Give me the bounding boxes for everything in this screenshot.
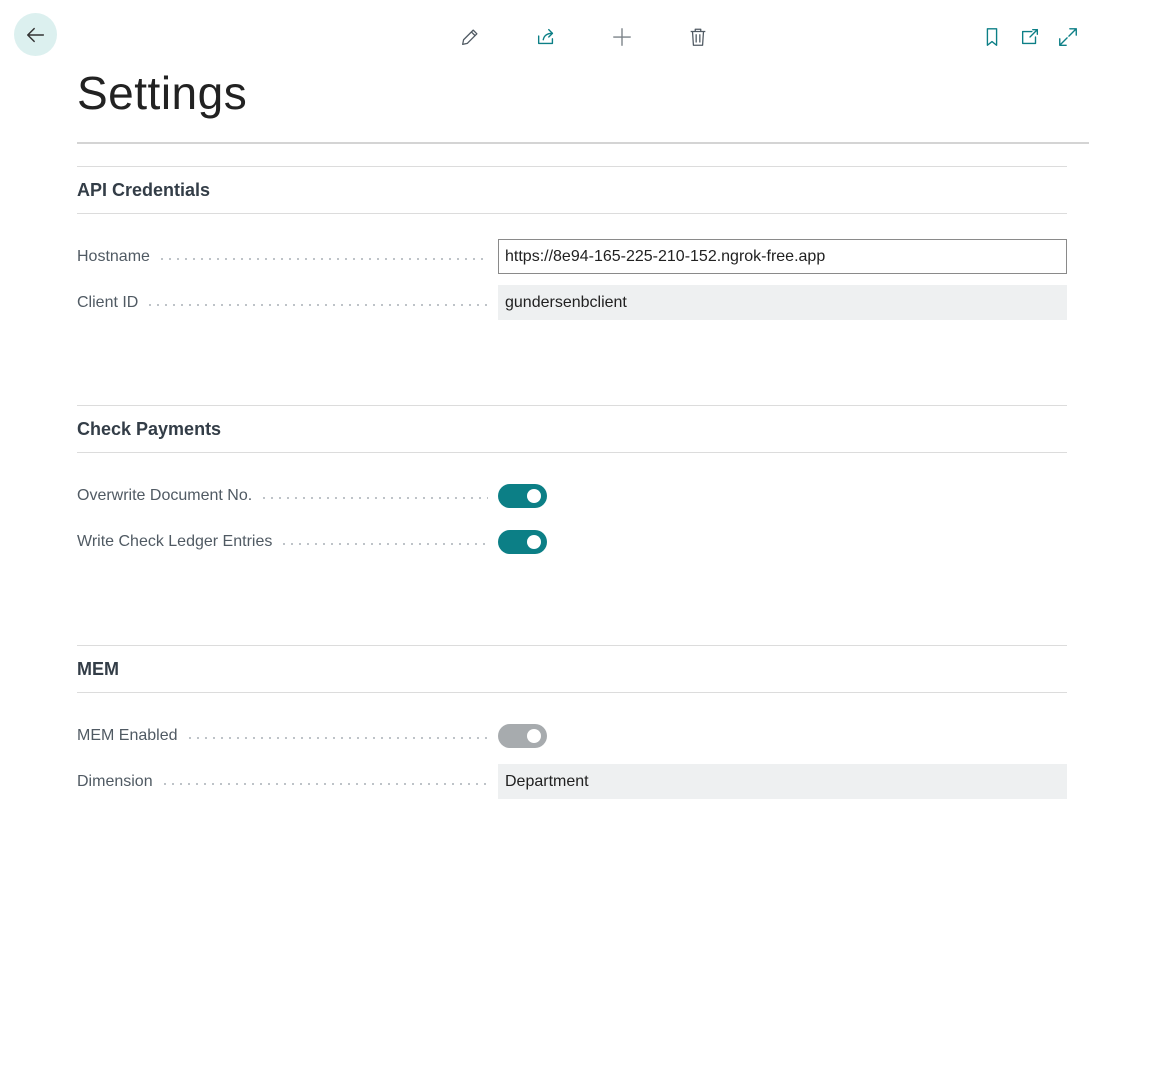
share-button[interactable] [528,22,564,52]
client-id-label: Client ID [77,293,139,311]
edit-icon [459,26,481,48]
field-write-check-ledger-entries [77,524,1067,559]
field-label-container [77,248,498,266]
mem-enabled-toggle[interactable] [498,724,547,748]
title-divider [77,142,1089,144]
section-header[interactable]: API Credentials [77,167,1067,214]
toggle-knob [527,729,541,743]
field-label-container [77,533,498,551]
field-dimension [77,764,1067,799]
dotted-leader [158,258,488,260]
dotted-leader [146,304,488,306]
new-button[interactable] [604,22,640,52]
section-api-credentials [77,166,1067,331]
edit-button[interactable] [452,22,488,52]
delete-icon [687,26,709,48]
action-toolbar [452,22,716,52]
dotted-leader [260,497,488,499]
overwrite-document-no-label: Overwrite Document No. [77,486,253,504]
expand-icon [1057,26,1079,48]
field-label-container [77,727,498,745]
section-fields [77,693,1067,799]
back-button[interactable] [14,13,57,56]
section-mem [77,645,1067,810]
section-fields [77,214,1067,320]
write-check-ledger-entries-toggle[interactable] [498,530,547,554]
share-icon [535,26,557,48]
field-overwrite-document-no [77,478,1067,513]
toggle-knob [527,489,541,503]
bookmark-icon [981,26,1003,48]
delete-button[interactable] [680,22,716,52]
dimension-label: Dimension [77,772,153,790]
dotted-leader [186,737,489,739]
field-client-id [77,285,1067,320]
toggle-knob [527,535,541,549]
hostname-label: Hostname [77,247,150,265]
page-toolbar [974,22,1086,52]
dotted-leader [161,783,488,785]
open-new-window-button[interactable] [1012,22,1048,52]
field-label-container [77,294,498,312]
field-label-container [77,773,498,791]
hostname-input[interactable]: https://8e94-165-225-210-152.ngrok-free.app [498,239,1067,274]
mem-enabled-label: MEM Enabled [77,726,178,744]
arrow-left-icon [25,24,47,46]
open-new-window-icon [1019,26,1041,48]
bookmark-button[interactable] [974,22,1010,52]
field-hostname [77,239,1067,274]
dimension-input[interactable]: Department [498,764,1067,799]
plus-icon [611,26,633,48]
overwrite-document-no-toggle[interactable] [498,484,547,508]
field-mem-enabled [77,718,1067,753]
section-header[interactable]: MEM [77,646,1067,693]
expand-button[interactable] [1050,22,1086,52]
section-check-payments [77,405,1067,570]
field-label-container [77,487,498,505]
dotted-leader [280,543,488,545]
section-fields [77,453,1067,559]
page-title: Settings [77,67,248,119]
client-id-input[interactable]: gundersenbclient [498,285,1067,320]
write-check-ledger-entries-label: Write Check Ledger Entries [77,532,273,550]
section-header[interactable]: Check Payments [77,406,1067,453]
